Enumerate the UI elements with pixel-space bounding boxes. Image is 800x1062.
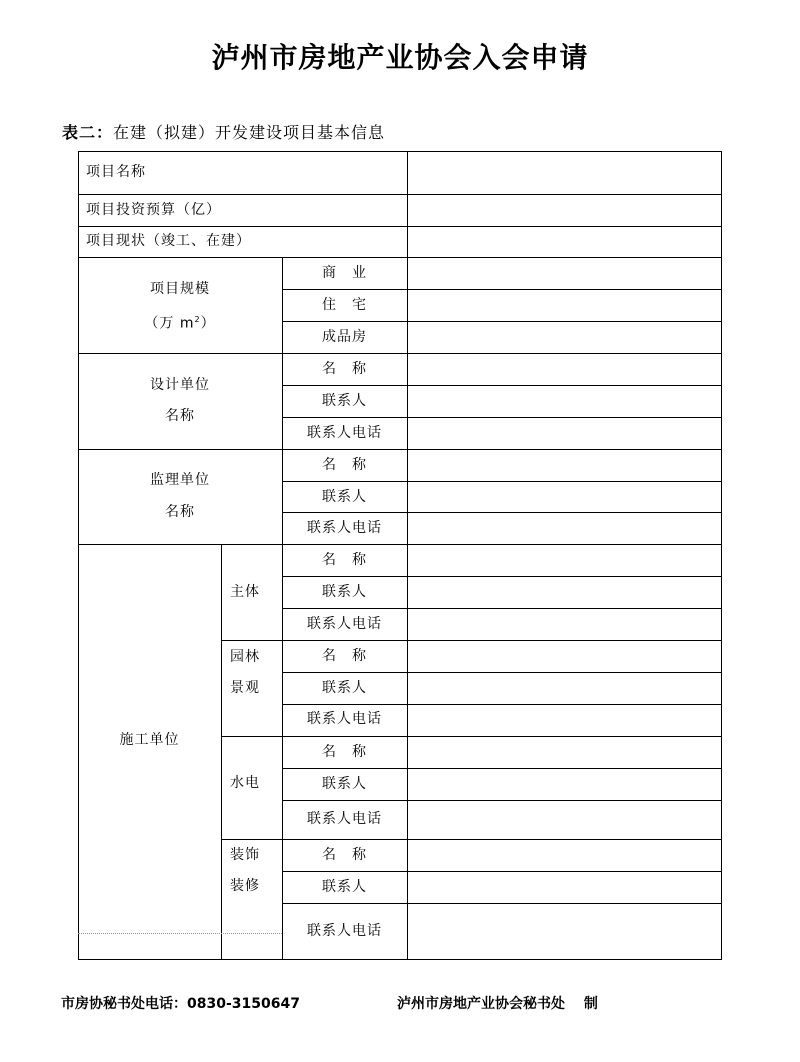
plumbing-contact-label: 联系人 <box>322 776 367 792</box>
row-line <box>282 481 722 482</box>
design-name-label: 名 称 <box>322 361 367 377</box>
group-landscape-label: 园林 <box>230 649 260 665</box>
table-border-bottom <box>78 959 722 960</box>
project-name-value[interactable] <box>408 152 721 194</box>
row-line <box>282 903 722 904</box>
supervision-name-label: 名 称 <box>322 457 367 473</box>
page-title: 泸州市房地产业协会入会申请 <box>211 41 589 74</box>
dotted-guide-line <box>78 933 282 934</box>
landscape-name-label: 名 称 <box>322 648 367 664</box>
construction-sub-divider <box>221 544 222 960</box>
row-line <box>221 839 722 840</box>
main-name-label: 名 称 <box>322 552 367 568</box>
row-line <box>282 289 722 290</box>
table-caption-text: 在建（拟建）开发建设项目基本信息 <box>113 123 386 142</box>
group-decoration-label: 装饰 <box>230 847 260 863</box>
landscape-phone-label: 联系人电话 <box>307 711 382 727</box>
secretariat-phone: 市房协秘书处电话：0830-3150647 <box>61 996 300 1012</box>
project-name-label: 项目名称 <box>86 164 146 180</box>
status-label: 项目现状（竣工、在建） <box>86 233 251 249</box>
supervision-phone-label: 联系人电话 <box>307 520 382 536</box>
decoration-name-label: 名 称 <box>322 847 367 863</box>
scale-residential-label: 住 宅 <box>322 297 367 313</box>
row-line <box>282 321 722 322</box>
row-line <box>282 672 722 673</box>
design-unit-label: 设计单位 <box>150 377 210 393</box>
design-contact-label: 联系人 <box>322 393 367 409</box>
table-number: 表二： <box>62 123 114 142</box>
row-line <box>282 576 722 577</box>
main-phone-label: 联系人电话 <box>307 616 382 632</box>
decoration-phone-label: 联系人电话 <box>307 923 382 939</box>
plumbing-name-label: 名 称 <box>322 744 367 760</box>
decoration-contact-label: 联系人 <box>322 879 367 895</box>
row-line <box>282 417 722 418</box>
scale-finished-label: 成品房 <box>322 329 367 345</box>
plumbing-phone-label: 联系人电话 <box>307 811 382 827</box>
row-line <box>78 449 722 450</box>
supervision-unit-label-line2: 名称 <box>165 504 195 520</box>
row-line <box>282 385 722 386</box>
scale-unit-prefix: （万 m <box>144 315 195 332</box>
row-line <box>282 608 722 609</box>
application-form-table <box>78 151 722 960</box>
row-line <box>282 871 722 872</box>
group-plumbing-electric-label: 水电 <box>230 775 260 791</box>
table-border-left <box>78 151 79 960</box>
row-line <box>78 257 722 258</box>
main-contact-label: 联系人 <box>322 584 367 600</box>
table-caption <box>62 120 385 143</box>
scale-unit-sup: 2 <box>194 315 201 324</box>
row-line <box>78 353 722 354</box>
group-main-label: 主体 <box>230 584 260 600</box>
landscape-contact-label: 联系人 <box>322 680 367 696</box>
row-line <box>221 736 722 737</box>
construction-unit-label: 施工单位 <box>119 732 180 748</box>
budget-value[interactable] <box>408 195 721 226</box>
supervision-contact-label: 联系人 <box>322 489 367 505</box>
design-phone-label: 联系人电话 <box>307 425 382 441</box>
scale-unit <box>78 311 282 333</box>
row-line <box>282 704 722 705</box>
design-unit-label-line2: 名称 <box>165 408 195 424</box>
issuer: 泸州市房地产业协会秘书处 制 <box>397 996 598 1012</box>
row-line <box>78 544 722 545</box>
row-line <box>282 800 722 801</box>
budget-label: 项目投资预算（亿） <box>86 202 221 218</box>
scale-label: 项目规模 <box>150 281 210 297</box>
status-value[interactable] <box>408 227 721 257</box>
row-line <box>282 512 722 513</box>
scale-unit-suffix: ） <box>200 315 216 332</box>
scale-commercial-label: 商 业 <box>322 265 367 281</box>
group-landscape-label-line2: 景观 <box>230 680 260 696</box>
row-line <box>282 768 722 769</box>
supervision-unit-label: 监理单位 <box>150 472 210 488</box>
group-decoration-label-line2: 装修 <box>230 878 260 894</box>
row-line <box>221 640 722 641</box>
